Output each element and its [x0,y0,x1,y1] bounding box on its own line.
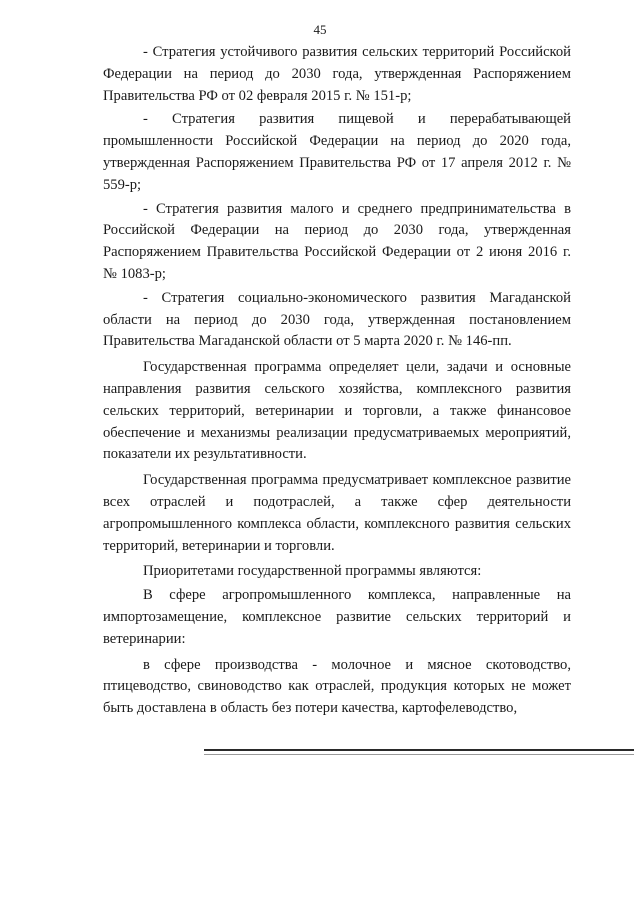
footer-rule [204,749,634,751]
program-priorities-heading: Приоритетами государственной программы являются: [143,563,482,580]
document-body [103,42,571,722]
agro-sphere-paragraph: В сфере агропромышленного комплекса, направленные на импортозамещение, комплексное развитие сельских территорий и ветеринарии: [103,587,571,647]
page-number: 45 [313,22,327,37]
footer-rule-shadow [204,754,634,755]
program-scope-paragraph: Государственная программа предусматривает комплексное развитие всех отраслей и подотраслей, а также сфер деятельности агропромышленного комплекса области, комплексного развития сельских территорий, ветеринарии и торговли. [103,472,571,554]
program-goals-paragraph: Государственная программа определяет цели, задачи и основные направления развития сельского хозяйства, комплексного развития сельских территорий, ветеринарии и торговли, а также финансовое обеспечение и механизмы реализации предусматриваемых мероприятий, показатели их результативности. [103,359,571,463]
strategy-item-small-business: - Стратегия развития малого и среднего предпринимательства в Российской Федерации на период до 2030 года, утвержденная Распоряжением Правительства Российской Федерации от 2 июня 2016 г. № 1083-р; [103,200,571,282]
strategy-item-rural-territories: - Стратегия устойчивого развития сельских территорий Российской Федерации на период до 2030 года, утвержденная Распоряжением Правительства РФ от 02 февраля 2015 г. № 151-р; [103,44,571,104]
strategy-item-magadan-region: - Стратегия социально-экономического развития Магаданской области на период до 2030 года, утвержденная постановлением Правительства Магаданской области от 5 марта 2020 г. № 146-пп. [103,289,571,350]
strategy-item-food-industry: - Стратегия развития пищевой и перерабатывающей промышленности Российской Федерации на период до 2020 года, утвержденная Распоряжением Правительства РФ от 17 апреля 2012 г. № 559-р; [103,111,571,193]
production-sphere-paragraph: в сфере производства - молочное и мясное скотоводство, птицеводство, свиноводство как отраслей, продукция которых не может быть доставлена в область без потери качества, картофелеводство, [103,656,571,717]
